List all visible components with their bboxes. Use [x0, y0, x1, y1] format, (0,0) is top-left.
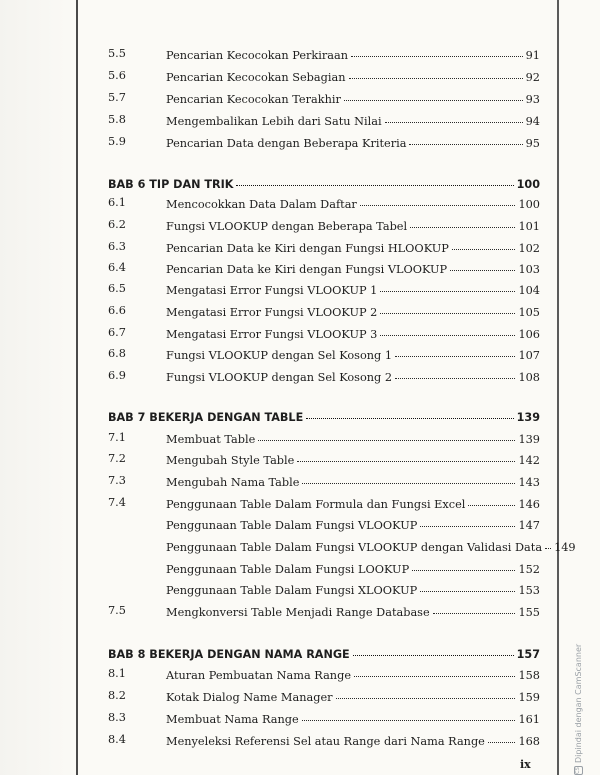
toc-section-number: 7.5 — [108, 604, 126, 617]
toc-section-number: 7.1 — [108, 431, 126, 444]
toc-subentry — [108, 577, 540, 597]
toc-section-number: 6.1 — [108, 196, 126, 209]
toc-subentry — [108, 534, 576, 554]
toc-page-number: 94 — [525, 115, 540, 128]
toc-title: Mencocokkan Data Dalam Daftar — [166, 198, 357, 211]
toc-chapter — [108, 171, 540, 191]
toc-title: Kotak Dialog Name Manager — [166, 691, 333, 704]
toc-title: Aturan Pembuatan Nama Range — [166, 669, 352, 682]
toc-title: Penggunaan Table Dalam Fungsi LOOKUP — [166, 563, 410, 576]
toc-title: Penggunaan Table Dalam Fungsi XLOOKUP — [166, 584, 418, 597]
toc-page-number: 108 — [518, 371, 540, 384]
dot-leader — [302, 720, 516, 721]
toc-entry — [108, 491, 540, 511]
toc-section-number: 7.3 — [108, 474, 126, 487]
dot-leader — [433, 613, 516, 614]
dot-leader — [488, 742, 516, 743]
toc-section-number: 6.3 — [108, 240, 126, 253]
toc-entry — [108, 299, 540, 319]
dot-leader — [306, 418, 513, 419]
toc-title: Penggunaan Table Dalam Fungsi VLOOKUP — [166, 519, 418, 532]
toc-entry — [108, 599, 540, 619]
toc-section-number: 5.7 — [108, 91, 126, 104]
dot-leader — [450, 270, 515, 271]
toc-entry — [108, 706, 540, 726]
toc-entry — [108, 191, 540, 211]
toc-page-number: 161 — [518, 713, 540, 726]
toc-entry — [108, 321, 540, 341]
dot-leader — [258, 440, 515, 441]
toc-section-number: 5.6 — [108, 69, 126, 82]
toc-section-number: 6.4 — [108, 261, 126, 274]
toc-title: Mengkonversi Table Menjadi Range Database — [166, 606, 430, 619]
toc-entry — [108, 235, 540, 255]
toc-page-number: 142 — [518, 454, 540, 467]
toc-title: Pencarian Kecocokan Sebagian — [166, 71, 346, 84]
dot-leader — [360, 205, 516, 206]
toc-section-number: 8.1 — [108, 667, 126, 680]
toc-title: Pencarian Kecocokan Terakhir — [166, 93, 341, 106]
toc-section-number: 5.9 — [108, 135, 126, 148]
toc-page-number: 155 — [518, 606, 540, 619]
dot-leader — [468, 505, 515, 506]
dot-leader — [351, 56, 523, 57]
toc-section-number: 8.3 — [108, 711, 126, 724]
toc-title: Mengembalikan Lebih dari Satu Nilai — [166, 115, 382, 128]
toc-title: Fungsi VLOOKUP dengan Beberapa Tabel — [166, 220, 408, 233]
toc-page-number: 106 — [518, 328, 540, 341]
toc-section-number: 7.4 — [108, 496, 126, 509]
camscanner-icon: CS — [575, 767, 581, 774]
toc-title: BAB 8 BEKERJA DENGAN NAMA RANGE — [108, 648, 350, 661]
dot-leader — [409, 144, 522, 145]
dot-leader — [353, 655, 514, 656]
toc-page-number: 95 — [525, 137, 540, 150]
dot-leader — [395, 378, 515, 379]
page-number: ix — [520, 758, 531, 771]
dot-leader — [380, 335, 515, 336]
toc-page-number: 157 — [516, 648, 540, 661]
toc-entry — [108, 662, 540, 682]
dot-leader — [410, 227, 515, 228]
toc-page-number: 103 — [518, 263, 540, 276]
toc-section-number: 6.7 — [108, 326, 126, 339]
toc-page-number: 139 — [518, 433, 540, 446]
toc-page-number: 152 — [518, 563, 540, 576]
toc-entry — [108, 64, 540, 84]
toc-page-number: 146 — [518, 498, 540, 511]
toc-section-number: 6.5 — [108, 282, 126, 295]
toc-page-number: 159 — [518, 691, 540, 704]
dot-leader — [420, 526, 515, 527]
toc-chapter — [108, 404, 540, 424]
dot-leader — [395, 356, 515, 357]
toc-title: Membuat Nama Range — [166, 713, 299, 726]
toc-page-number: 107 — [518, 349, 540, 362]
toc-entry — [108, 364, 540, 384]
dot-leader — [385, 122, 523, 123]
toc-entry — [108, 130, 540, 150]
toc-section-number: 6.2 — [108, 218, 126, 231]
toc-entry — [108, 256, 540, 276]
toc-entry — [108, 469, 540, 489]
toc-entry — [108, 277, 540, 297]
toc-section-number: 6.8 — [108, 347, 126, 360]
dot-leader — [336, 698, 516, 699]
toc-section-number: 8.4 — [108, 733, 126, 746]
dot-leader — [380, 313, 515, 314]
watermark-text: Dipindai dengan CamScanner — [574, 643, 583, 763]
toc-title: Penggunaan Table Dalam Fungsi VLOOKUP dengan Validasi Data — [166, 541, 543, 554]
toc-page-number: 158 — [518, 669, 540, 682]
dot-leader — [380, 291, 515, 292]
toc-page-number: 101 — [518, 220, 540, 233]
toc-title: Mengatasi Error Fungsi VLOOKUP 3 — [166, 328, 378, 341]
toc-title: Pencarian Data ke Kiri dengan Fungsi VLOOKUP — [166, 263, 448, 276]
toc-section-number: 5.8 — [108, 113, 126, 126]
toc-title: Pencarian Kecocokan Perkiraan — [166, 49, 349, 62]
toc-title: BAB 7 BEKERJA DENGAN TABLE — [108, 411, 304, 424]
toc-page-number: 93 — [525, 93, 540, 106]
toc-page-number: 104 — [518, 284, 540, 297]
toc-entry — [108, 42, 540, 62]
toc-section-number: 6.9 — [108, 369, 126, 382]
toc-title: Penggunaan Table Dalam Formula dan Fungsi Excel — [166, 498, 466, 511]
toc-title: BAB 6 TIP DAN TRIK — [108, 178, 234, 191]
toc-title: Pencarian Data dengan Beberapa Kriteria — [166, 137, 407, 150]
dot-leader — [297, 461, 515, 462]
toc-entry — [108, 213, 540, 233]
toc-entry — [108, 728, 540, 748]
toc-title: Fungsi VLOOKUP dengan Sel Kosong 1 — [166, 349, 393, 362]
toc-page-number: 100 — [516, 178, 540, 191]
toc-page-number: 147 — [518, 519, 540, 532]
toc-title: Membuat Table — [166, 433, 256, 446]
toc-section-number: 5.5 — [108, 47, 126, 60]
dot-leader — [412, 570, 515, 571]
toc-title: Fungsi VLOOKUP dengan Sel Kosong 2 — [166, 371, 393, 384]
toc-page-number: 168 — [518, 735, 540, 748]
dot-leader — [302, 483, 515, 484]
toc-section-number: 7.2 — [108, 452, 126, 465]
toc-subentry — [108, 556, 540, 576]
dot-leader — [349, 78, 523, 79]
toc-page-number: 105 — [518, 306, 540, 319]
toc-title: Mengatasi Error Fungsi VLOOKUP 2 — [166, 306, 378, 319]
toc-page-number: 91 — [525, 49, 540, 62]
toc-entry — [108, 426, 540, 446]
dot-leader — [452, 249, 516, 250]
toc-page-number: 100 — [518, 198, 540, 211]
toc-page-number: 149 — [554, 541, 576, 554]
toc-page-number: 102 — [518, 242, 540, 255]
scanner-watermark — [574, 644, 583, 775]
toc-entry — [108, 342, 540, 362]
toc-entry — [108, 108, 540, 128]
toc-chapter — [108, 641, 540, 661]
toc-title: Mengatasi Error Fungsi VLOOKUP 1 — [166, 284, 378, 297]
toc-entry — [108, 86, 540, 106]
toc-page-number: 92 — [525, 71, 540, 84]
toc-title: Pencarian Data ke Kiri dengan Fungsi HLOOKUP — [166, 242, 449, 255]
toc-section-number: 6.6 — [108, 304, 126, 317]
toc-section-number: 8.2 — [108, 689, 126, 702]
dot-leader — [545, 548, 551, 549]
dot-leader — [354, 676, 515, 677]
toc-title: Menyeleksi Referensi Sel atau Range dari Nama Range — [166, 735, 485, 748]
toc-page-number: 139 — [516, 411, 540, 424]
toc-subentry — [108, 512, 540, 532]
dot-leader — [236, 185, 513, 186]
toc-title: Mengubah Style Table — [166, 454, 295, 467]
toc-page-number: 153 — [518, 584, 540, 597]
toc-entry — [108, 684, 540, 704]
dot-leader — [344, 100, 523, 101]
toc-title: Mengubah Nama Table — [166, 476, 300, 489]
dot-leader — [420, 591, 515, 592]
toc-page-number: 143 — [518, 476, 540, 489]
toc-entry — [108, 447, 540, 467]
